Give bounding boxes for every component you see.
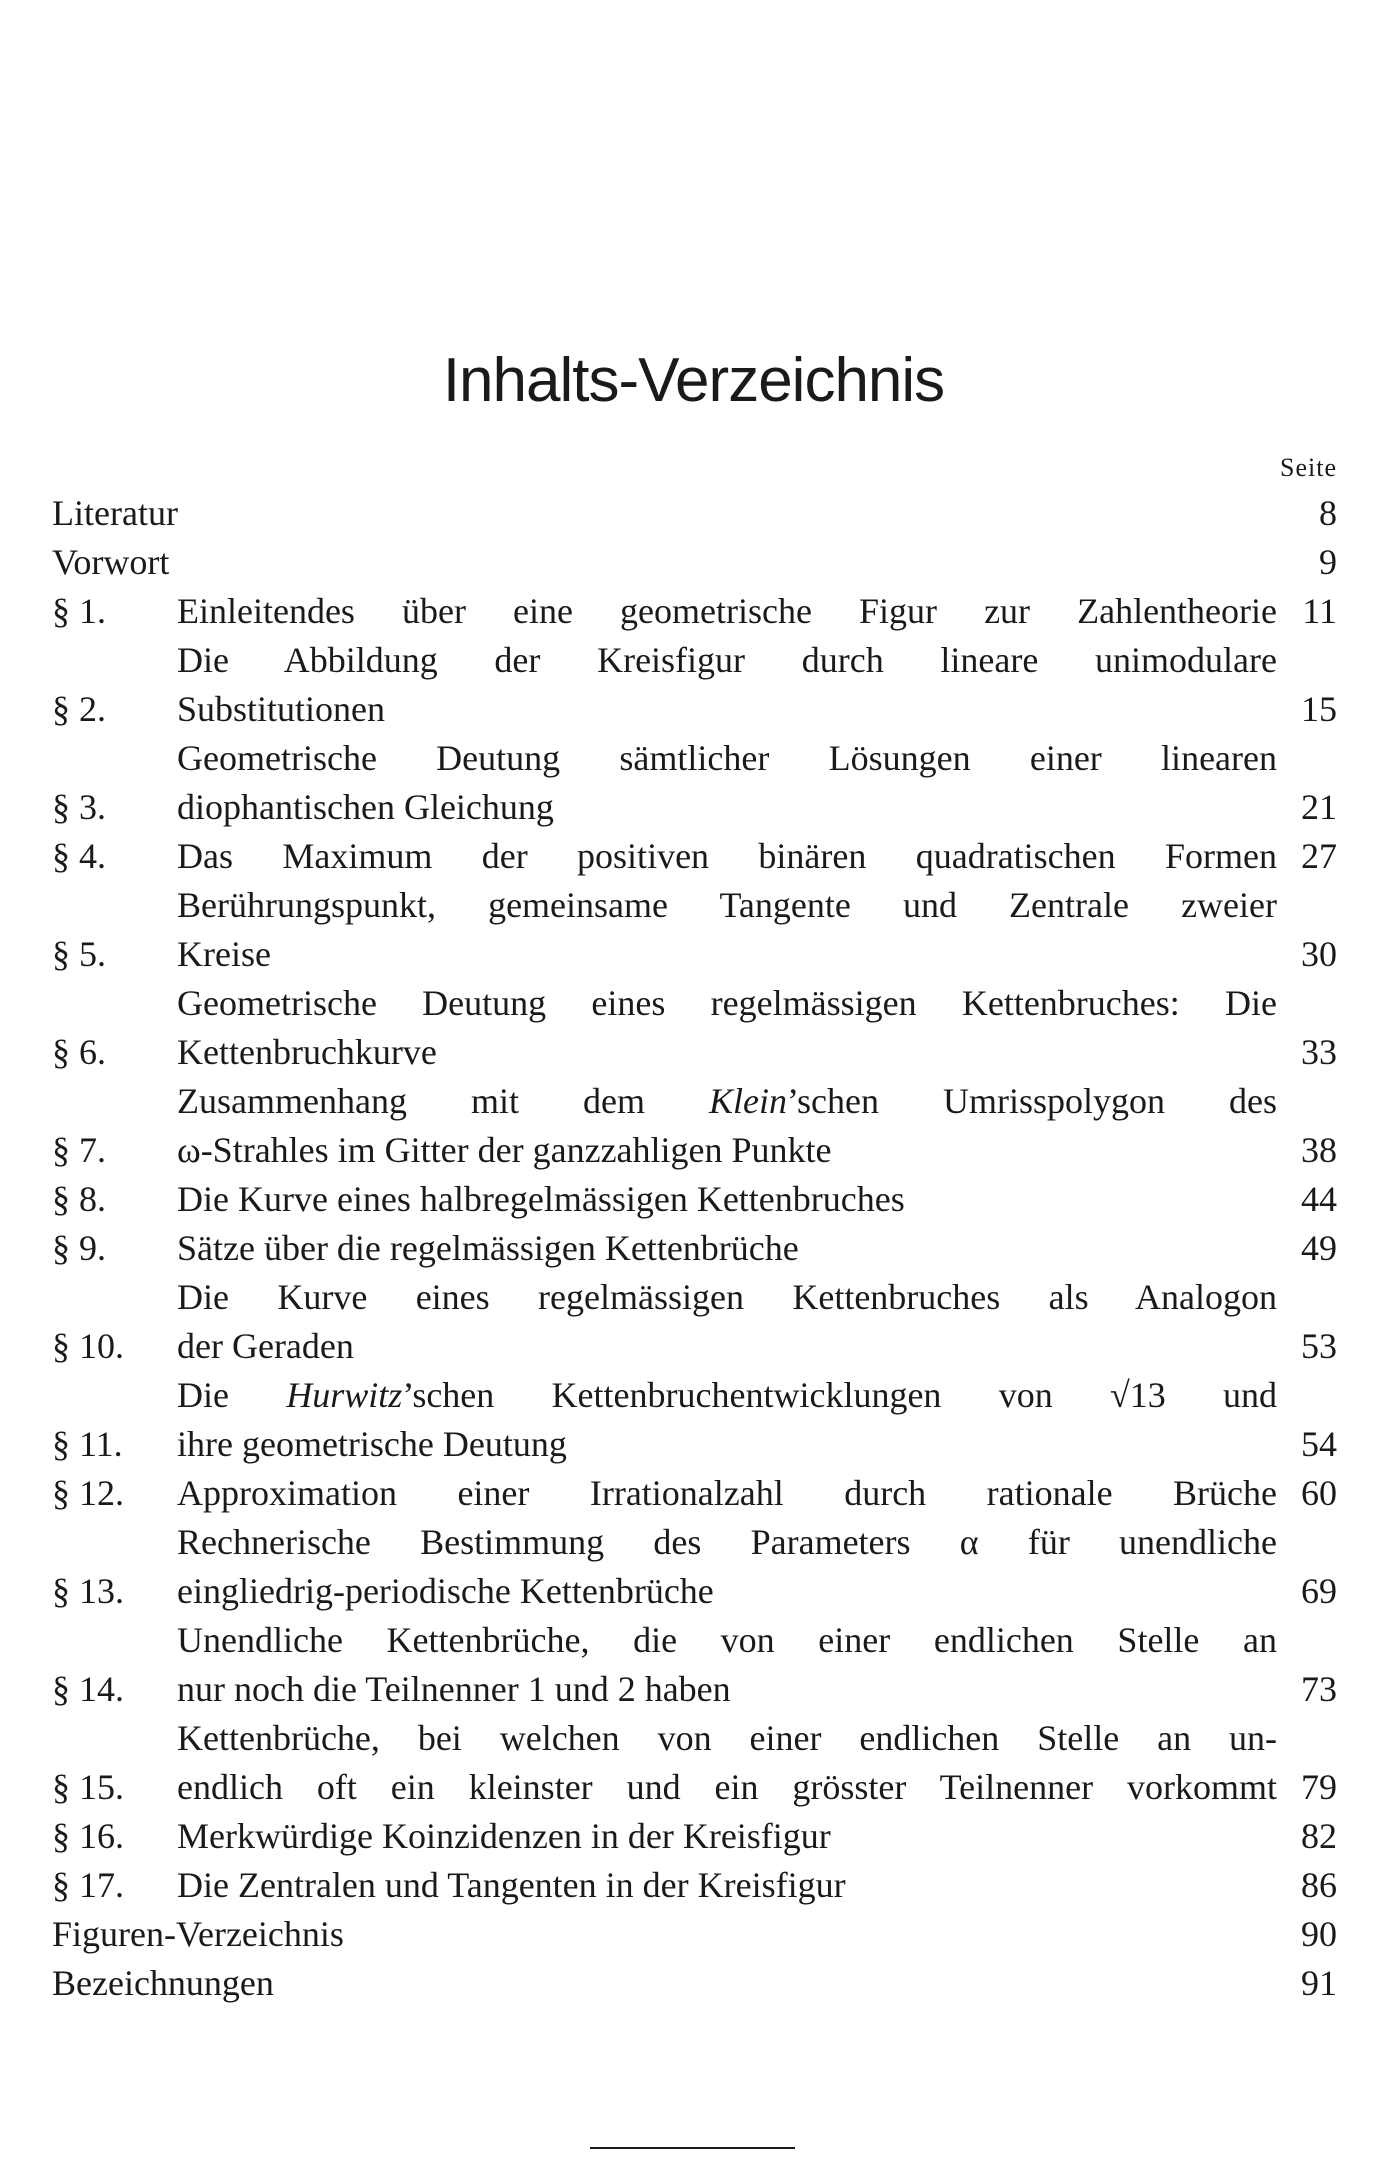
toc-entry-title: Vorwort [52,542,170,582]
toc-entry-page: 15 [1301,689,1337,729]
section-number: § 16. [52,1816,124,1856]
toc-entry-page: 11 [1302,591,1337,631]
author-name: Hurwitz [286,1375,403,1415]
toc-entry-title: Merkwürdige Koinzidenzen in der Kreisfigur [177,1816,831,1856]
toc-entry-title-line: Zusammenhang mit dem Klein’schen Umrisspolygon des [177,1081,1277,1121]
toc-entry-page: 27 [1301,836,1337,876]
toc-entry-title-line: Rechnerische Bestimmung des Parameters α für unendliche [177,1522,1277,1562]
section-number: § 1. [52,591,106,631]
toc-entry-title-line: endlich oft ein kleinster und ein grösster Teilnenner vorkommt [177,1767,1277,1807]
toc-entry-6 [52,979,1337,1077]
toc-entry-title-line: Substitutionen [177,689,386,729]
toc-entry-title: Figuren-Verzeichnis [52,1914,344,1954]
toc-entry-2 [52,636,1337,734]
toc-entry-figuren [52,1910,1337,1959]
toc-entry-3 [52,734,1337,832]
toc-entry-page: 30 [1301,934,1337,974]
toc-entry-page: 79 [1301,1767,1337,1807]
toc-entry-15 [52,1714,1337,1812]
toc-entry-11 [52,1371,1337,1469]
section-number: § 2. [52,689,106,729]
toc-entry-title-line: eingliedrig-periodische Kettenbrüche [177,1571,714,1611]
toc-entry-title-line: Kreise [177,934,271,974]
toc-entry-page: 38 [1301,1130,1337,1170]
toc-entry-title: Die Zentralen und Tangenten in der Kreisfigur [177,1865,846,1905]
toc-entry-5 [52,881,1337,979]
section-number: § 4. [52,836,106,876]
toc-entry-title: Einleitendes über eine geometrische Figur zur Zahlentheorie [177,591,1277,631]
toc-entry-7 [52,1077,1337,1175]
toc-entry-page: 21 [1301,787,1337,827]
toc-entry-1 [52,587,1337,636]
toc-entry-title-line: Die Kurve eines regelmässigen Kettenbruches als Analogon [177,1277,1277,1317]
toc-entry-page: 86 [1301,1865,1337,1905]
toc-entry-page: 53 [1301,1326,1337,1366]
toc-entry-title: Literatur [52,493,178,533]
toc-entry-title: Bezeichnungen [52,1963,274,2003]
section-number: § 9. [52,1228,106,1268]
toc-entry-title-line: Geometrische Deutung sämtlicher Lösungen einer linearen [177,738,1277,778]
toc-entry-10 [52,1273,1337,1371]
toc-entry-title-line: Geometrische Deutung eines regelmässigen Kettenbruches: Die [177,983,1277,1023]
toc-entry-vorwort [52,538,1337,587]
toc-entry-title-line: ihre geometrische Deutung [177,1424,567,1464]
table-of-contents [52,489,1337,2008]
section-number: § 5. [52,934,106,974]
toc-entry-page: 60 [1301,1473,1337,1513]
toc-entry-title: Das Maximum der positiven binären quadratischen Formen [177,836,1277,876]
toc-entry-page: 44 [1301,1179,1337,1219]
toc-entry-page: 91 [1301,1963,1337,2003]
section-number: § 11. [52,1424,123,1464]
toc-entry-title-line: Kettenbrüche, bei welchen von einer endlichen Stelle an un- [177,1718,1277,1758]
toc-entry-page: 73 [1301,1669,1337,1709]
toc-entry-9 [52,1224,1337,1273]
toc-entry-4 [52,832,1337,881]
section-number: § 14. [52,1669,124,1709]
toc-entry-title: Die Kurve eines halbregelmässigen Kettenbruches [177,1179,905,1219]
toc-entry-bezeichnungen [52,1959,1337,2008]
section-number: § 17. [52,1865,124,1905]
toc-entry-page: 69 [1301,1571,1337,1611]
author-name: Klein [708,1081,787,1121]
toc-entry-14 [52,1616,1337,1714]
page-title: Inhalts-Verzeichnis [442,346,945,415]
toc-entry-12 [52,1469,1337,1518]
toc-entry-page: 54 [1301,1424,1337,1464]
toc-entry-8 [52,1175,1337,1224]
toc-entry-page: 8 [1319,493,1337,533]
page-column-label: Seite [1280,453,1337,482]
toc-entry-title-line: Berührungspunkt, gemeinsame Tangente und Zentrale zweier [177,885,1277,925]
section-number: § 8. [52,1179,106,1219]
section-number: § 13. [52,1571,124,1611]
toc-entry-13 [52,1518,1337,1616]
section-number: § 12. [52,1473,124,1513]
toc-entry-page: 9 [1319,542,1337,582]
section-number: § 6. [52,1032,106,1072]
toc-entry-title: Sätze über die regelmässigen Kettenbrüche [177,1228,799,1268]
section-number: § 3. [52,787,106,827]
toc-entry-title-line: Kettenbruchkurve [177,1032,437,1072]
section-number: § 15. [52,1767,124,1807]
toc-entry-title-line: der Geraden [177,1326,354,1366]
toc-entry-page: 90 [1301,1914,1337,1954]
toc-entry-page: 49 [1301,1228,1337,1268]
toc-entry-16 [52,1812,1337,1861]
section-number: § 10. [52,1326,124,1366]
toc-entry-title-line: ω-Strahles im Gitter der ganzzahligen Punkte [177,1130,832,1170]
toc-entry-literatur [52,489,1337,538]
toc-entry-page: 82 [1301,1816,1337,1856]
section-number: § 7. [52,1130,106,1170]
toc-entry-title-line: Unendliche Kettenbrüche, die von einer endlichen Stelle an [177,1620,1277,1660]
toc-entry-17 [52,1861,1337,1910]
toc-entry-title: Approximation einer Irrationalzahl durch rationale Brüche [177,1473,1277,1513]
toc-entry-title-line: nur noch die Teilnenner 1 und 2 haben [177,1669,731,1709]
toc-entry-title-line: Die Hurwitz’schen Kettenbruchentwicklungen von √13 und [177,1375,1278,1415]
toc-entry-title-line: Die Abbildung der Kreisfigur durch lineare unimodulare [177,640,1277,680]
toc-entry-page: 33 [1301,1032,1337,1072]
toc-entry-title-line: diophantischen Gleichung [177,787,554,827]
closing-rule [590,2147,795,2149]
